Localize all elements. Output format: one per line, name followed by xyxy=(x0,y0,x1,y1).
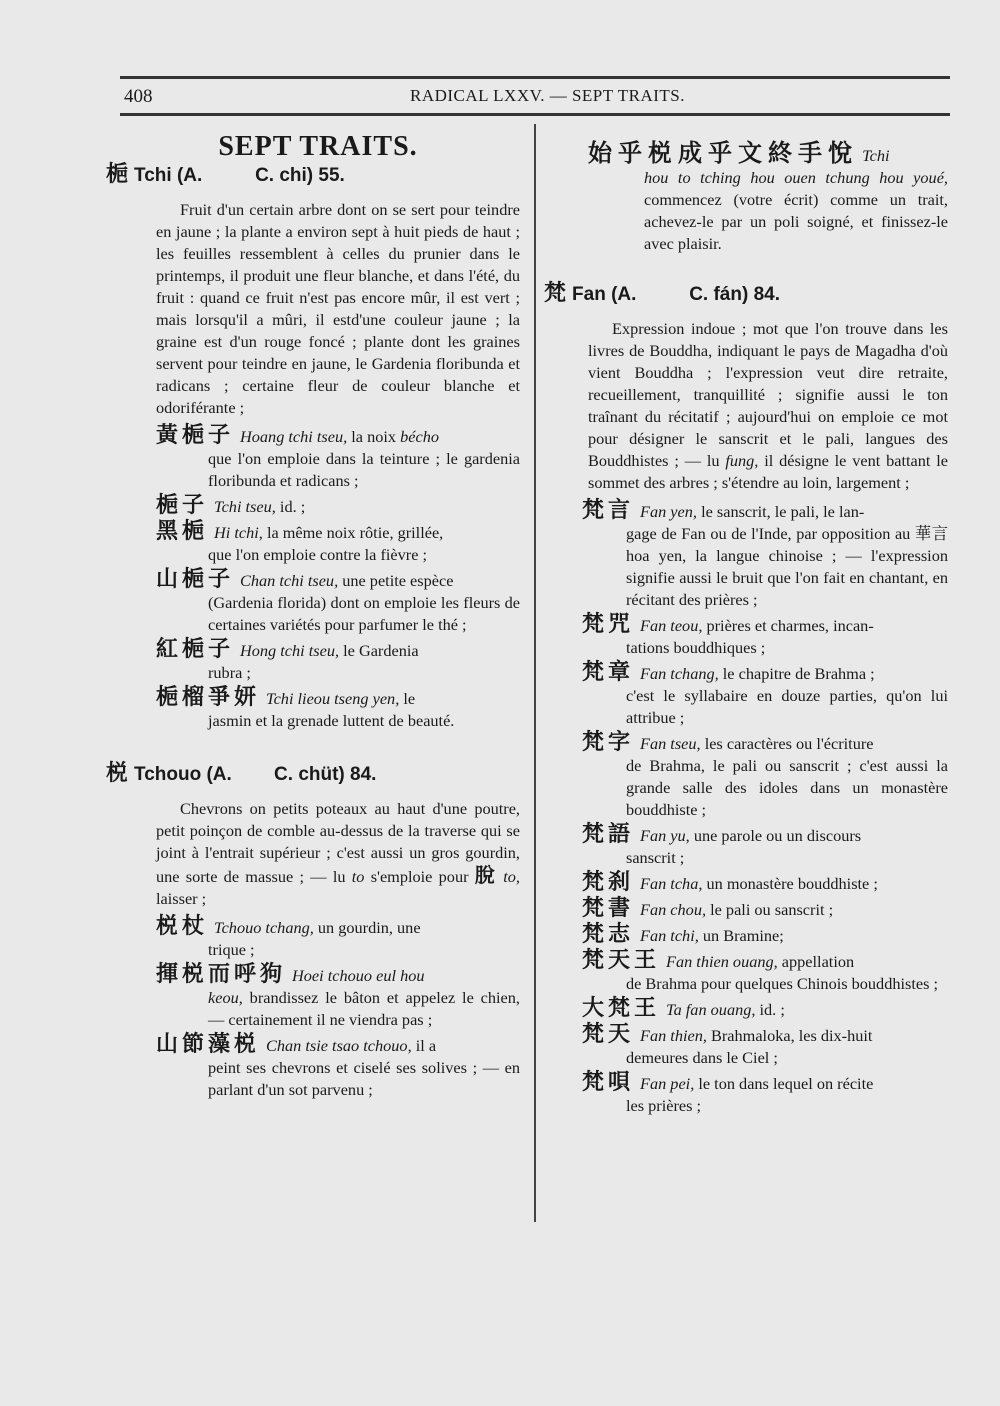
compound-gloss: Brahmaloka, les dix-huit xyxy=(711,1026,873,1045)
sub-entry xyxy=(106,964,520,1031)
compound-characters: 揮棁而呼狗 xyxy=(156,962,287,987)
sub-entry xyxy=(106,687,520,732)
entry-character: 梵 xyxy=(544,281,567,306)
compound-gloss: une petite espèce xyxy=(342,571,454,590)
compound-gloss-cont: rubra ; xyxy=(208,663,251,682)
entry-heading xyxy=(106,763,520,786)
sub-entry xyxy=(544,662,948,729)
compound-gloss: id. ; xyxy=(759,1000,785,1019)
compound-romanization: Tchi tseu, xyxy=(214,497,276,516)
definition-text: laisser ; xyxy=(156,889,207,908)
compound-gloss: un gourdin, une xyxy=(317,918,421,937)
compound-gloss-cont: sanscrit ; xyxy=(626,848,685,867)
compound-gloss: il a xyxy=(415,1036,437,1055)
compound-romanization: Tchouo tchang, xyxy=(214,918,314,937)
sub-entry xyxy=(106,521,520,566)
compound-gloss: le ton dans lequel on récite xyxy=(698,1074,874,1093)
sub-entry xyxy=(106,1034,520,1101)
entry-cantonese: C. fán) 84. xyxy=(689,284,781,305)
compound-romanization: Hoei tchouo eul hou xyxy=(292,966,425,985)
compound-characters: 大梵王 xyxy=(582,996,661,1021)
entry-character: 梔 xyxy=(106,162,129,187)
entry-romanization: Fan (A. xyxy=(572,284,637,305)
compound-characters: 梵字 xyxy=(582,730,635,755)
compound-gloss: la noix xyxy=(351,427,397,446)
compound-gloss: le chapitre de Brahma ; xyxy=(722,664,875,683)
compound-romanization: Fan thien ouang, xyxy=(666,952,778,971)
compound-gloss: appellation xyxy=(781,952,855,971)
sub-entry xyxy=(544,872,948,895)
compound-gloss-cont: demeures dans le Ciel ; xyxy=(626,1048,778,1067)
compound-romanization: Fan teou, xyxy=(640,616,703,635)
sub-entry xyxy=(544,614,948,659)
compound-romanization: Chan tsie tsao tchouo, xyxy=(266,1036,412,1055)
section-title: SEPT TRAITS. xyxy=(218,131,418,162)
compound-gloss: un monastère bouddhiste ; xyxy=(706,874,878,893)
compound-romanization: Fan thien, xyxy=(640,1026,707,1045)
compound-characters: 梵書 xyxy=(582,896,635,921)
compound-gloss-cont: que l'on emploie contre la fièvre ; xyxy=(208,545,428,564)
compound-gloss: id. ; xyxy=(279,497,306,516)
compound-gloss-cont: trique ; xyxy=(208,940,255,959)
definition-italic: to xyxy=(351,867,365,886)
compound-romanization: Fan chou, xyxy=(640,900,707,919)
compound-romanization: Ta fan ouang, xyxy=(666,1000,756,1019)
entry-definition xyxy=(156,798,520,910)
compound-romanization: Fan tseu, xyxy=(640,734,701,753)
definition-italic: to, xyxy=(503,867,520,886)
compound-romanization: Fan yen, xyxy=(640,502,697,521)
running-head: RADICAL LXXV. — SEPT TRAITS. xyxy=(410,86,686,105)
phrase-translation: commencez (votre écrit) comme un trait, achevez-le par un poli soigné, et finissez-le avec plaisir. xyxy=(644,190,948,253)
compound-gloss: un Bramine; xyxy=(702,926,784,945)
header-rule-bottom xyxy=(120,113,950,116)
compound-gloss: une parole ou un discours xyxy=(693,826,862,845)
compound-gloss: le Gardenia xyxy=(343,641,419,660)
right-column xyxy=(544,139,948,1120)
compound-gloss-cont: les prières ; xyxy=(626,1096,702,1115)
sub-entry xyxy=(106,569,520,636)
left-column xyxy=(106,131,520,1104)
compound-gloss-cont: c'est le syllabaire en douze parties, qu'on lui attribue ; xyxy=(626,686,948,727)
sub-entry xyxy=(544,824,948,869)
compound-gloss: le xyxy=(403,689,416,708)
compound-romanization: Fan tchang, xyxy=(640,664,719,683)
compound-gloss: le pali ou sanscrit ; xyxy=(710,900,834,919)
compound-romanization: Fan pei, xyxy=(640,1074,695,1093)
sub-entry xyxy=(544,500,948,611)
compound-characters: 梵天王 xyxy=(582,948,661,973)
entry-heading xyxy=(544,283,948,306)
compound-gloss-cont: de Brahma pour quelques Chinois bouddhistes ; xyxy=(626,974,939,993)
definition-text: Chevrons on petits poteaux au haut d'une poutre, petit poinçon de comble au-dessus de la traverse qui se joint à l'entrait supérieur ; c'est aussi un gros gourdin, une sorte de massue ; — lu xyxy=(156,799,520,886)
definition-italic: fung, xyxy=(725,451,759,470)
definition-text: s'emploie pour xyxy=(370,867,469,886)
compound-gloss-cont: tations bouddhiques ; xyxy=(626,638,766,657)
entry-definition xyxy=(588,318,948,494)
compound-characters: 梵志 xyxy=(582,922,635,947)
compound-characters: 梵天 xyxy=(582,1022,635,1047)
sub-entry xyxy=(106,639,520,684)
entry-romanization: Tchouo (A. xyxy=(134,764,232,785)
definition-character: 脫 xyxy=(474,863,497,887)
column-divider xyxy=(534,124,536,1222)
compound-characters: 黑梔 xyxy=(156,519,209,544)
compound-gloss: prières et charmes, incan- xyxy=(706,616,874,635)
sub-entry xyxy=(106,425,520,492)
sub-entry xyxy=(106,495,520,518)
header-rule-top xyxy=(120,76,950,79)
compound-romanization: Fan tcha, xyxy=(640,874,703,893)
compound-romanization: Hong tchi tseu, xyxy=(240,641,340,660)
compound-romanization: Chan tchi tseu, xyxy=(240,571,339,590)
compound-romanization: Hoang tchi tseu, xyxy=(240,427,348,446)
compound-gloss-cont: que l'on emploie dans la teinture ; le gardenia floribunda et radicans ; xyxy=(208,449,520,490)
compound-romanization-cont: keou, xyxy=(208,988,243,1007)
compound-gloss: les caractères ou l'écriture xyxy=(704,734,874,753)
sub-entry xyxy=(544,1024,948,1069)
compound-gloss: la même noix rôtie, grillée, xyxy=(266,523,444,542)
compound-characters: 梵咒 xyxy=(582,612,635,637)
compound-gloss-cont: peint ses chevrons et ciselé ses solives ; — en parlant d'un sot parvenu ; xyxy=(208,1058,520,1099)
sub-entry xyxy=(544,1072,948,1117)
compound-characters: 梵語 xyxy=(582,822,635,847)
compound-characters: 梔子 xyxy=(156,493,209,518)
compound-characters: 山梔子 xyxy=(156,567,235,592)
page-number: 408 xyxy=(124,86,153,107)
compound-romanization: Fan tchi, xyxy=(640,926,699,945)
compound-gloss: le sanscrit, le pali, le lan- xyxy=(701,502,865,521)
sub-entry xyxy=(544,898,948,921)
compound-characters: 山節藻棁 xyxy=(156,1032,261,1057)
sub-entry xyxy=(106,916,520,961)
compound-characters: 黃梔子 xyxy=(156,423,235,448)
sub-entry xyxy=(544,732,948,821)
compound-characters: 梵章 xyxy=(582,660,635,685)
compound-characters: 梵刹 xyxy=(582,870,635,895)
compound-characters: 棁杖 xyxy=(156,914,209,939)
entry-romanization: Tchi (A. xyxy=(134,165,203,186)
compound-characters: 紅梔子 xyxy=(156,637,235,662)
compound-gloss-cont: gage de Fan ou de l'Inde, par opposition au 華言 hoa yen, la langue chinoise ; — l'expression signifie aussi le bruit que l'on fait en chantant, en récitant des prières ; xyxy=(626,524,948,609)
entry-character: 棁 xyxy=(106,761,129,786)
entry-heading xyxy=(106,164,520,187)
compound-characters: 梵唄 xyxy=(582,1070,635,1095)
compound-gloss-cont: jasmin et la grenade luttent de beauté. xyxy=(208,711,455,730)
phrase-romanization: Tchi xyxy=(862,146,890,165)
sub-entry xyxy=(544,998,948,1021)
sub-entry xyxy=(544,924,948,947)
sub-entry xyxy=(544,950,948,995)
entry-cantonese: C. chi) 55. xyxy=(255,165,345,186)
entry-definition: Fruit d'un certain arbre dont on se sert pour teindre en jaune ; la plante a environ sept à huit pieds de haut ; les feuilles ressemblent à celles du prunier dans le printemps, il produit une fleur blanche, et dans l'été, du fruit : quand ce fruit n'est pas encore mûr, il est vert ; mais lorsqu'il a mûri, il estd'une couleur jaune ; la graine est d'un rouge foncé ; plante dont les graines servent pour teindre en jaune, le Gardenia floribunda et radicans ; certaine fleur de couleur blanche et odoriférante ; xyxy=(156,200,520,417)
continued-phrase xyxy=(544,139,948,255)
compound-romanization: Tchi lieou tseng yen, xyxy=(266,689,400,708)
compound-characters: 梵言 xyxy=(582,498,635,523)
compound-gloss-cont: (Gardenia florida) dont on emploie les fleurs de certaines variétés pour parfumer le thé ; xyxy=(208,593,520,634)
compound-romanization: Hi tchi, xyxy=(214,523,263,542)
compound-gloss-italic: bécho xyxy=(400,427,439,446)
definition-text: il désigne le vent battant le sommet des arbres ; s'étendre au loin, largement ; xyxy=(588,451,948,492)
compound-gloss-cont: brandissez le bâton et appelez le chien, — certainement il ne viendra pas ; xyxy=(208,988,520,1029)
compound-gloss-cont: de Brahma, le pali ou sanscrit ; c'est aussi la grande salle des idoles dans un monastère bouddhiste ; xyxy=(626,756,948,819)
phrase-romanization-cont: hou to tching hou ouen tchung hou youé, xyxy=(644,168,948,187)
page-header xyxy=(120,84,950,114)
compound-romanization: Fan yu, xyxy=(640,826,690,845)
compound-characters: 梔榴爭妍 xyxy=(156,685,261,710)
entry-cantonese: C. chüt) 84. xyxy=(274,764,377,785)
definition-text: Expression indoue ; mot que l'on trouve dans les livres de Bouddha, indiquant le pays de Magadha d'où vient Bouddha ; l'expression veut dire retraite, recueillement, tranquillité ; signifie aussi le ton traînant du récitatif ; aujourd'hui on emploie ce mot pour désigner le sanscrit et le pali, langues des Bouddhistes ; — lu xyxy=(588,319,948,470)
phrase-characters: 始乎棁成乎文終手悅 xyxy=(588,139,858,167)
